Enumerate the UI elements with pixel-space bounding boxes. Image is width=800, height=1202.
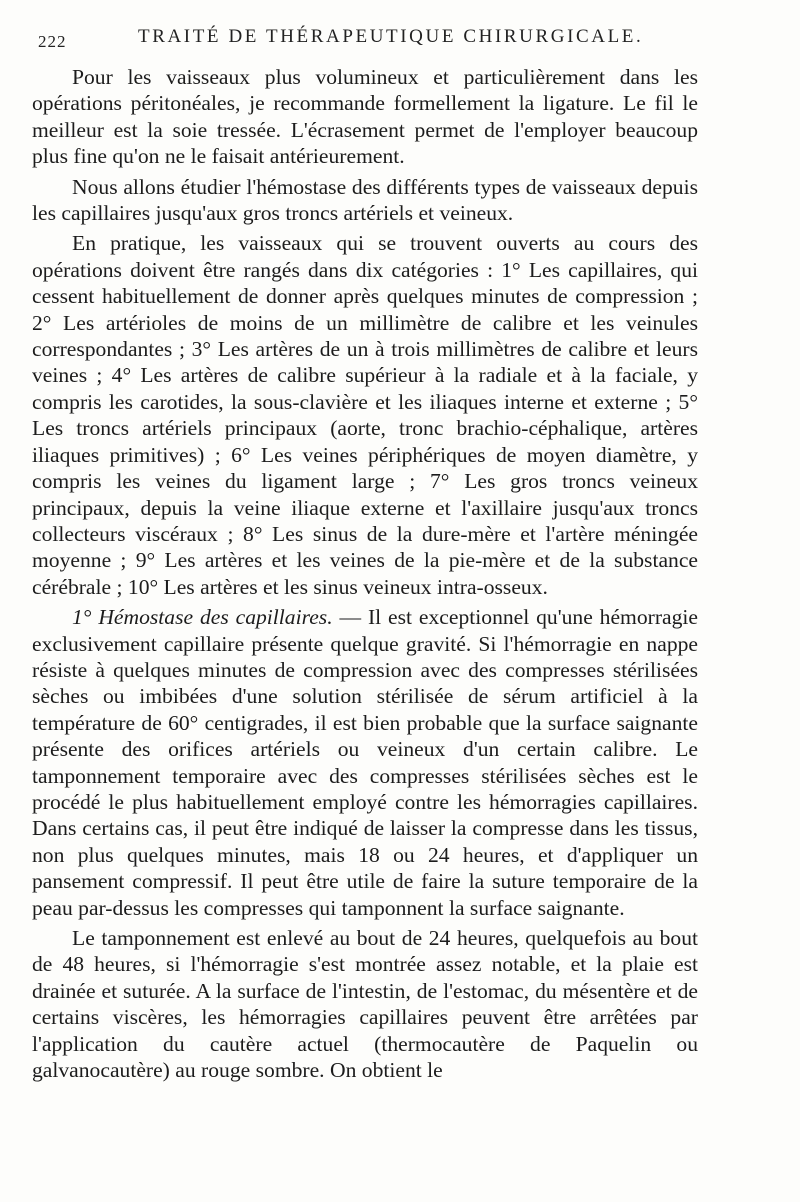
paragraph-capillaries: [32, 604, 698, 921]
running-title: TRAITÉ DE THÉRAPEUTIQUE CHIRURGICALE.: [138, 26, 644, 47]
paragraph-categories: En pratique, les vaisseaux qui se trouvent ouverts au cours des opérations doivent être rangés dans dix catégories : 1° Les capillaires, qui cessent habituellement de donner après quelques minutes de compression ; 2° Les artérioles de moins de un millimètre de calibre et les veinules correspondantes ; 3° Les artères de un à trois millimètres de calibre et leurs veines ; 4° Les artères de calibre supérieur à la radiale et à la faciale, y compris les carotides, la sous-clavière et les iliaques interne et externe ; 5° Les troncs artériels principaux (aorte, tronc brachio-céphalique, artères iliaques primitives) ; 6° Les veines périphériques de moyen diamètre, y compris les veines du ligament large ; 7° Les gros troncs veineux principaux, depuis la veine iliaque externe et l'axillaire jusqu'aux troncs collecteurs viscéraux ; 8° Les sinus de la dure-mère et l'artère méningée moyenne ; 9° Les artères et les veines de la pie-mère et de la substance cérébrale ; 10° Les artères et les sinus veineux intra-osseux.: [32, 231, 698, 599]
page-header: [38, 26, 760, 56]
paragraph-study-intro: Nous allons étudier l'hémostase des différents types de vaisseaux depuis les capillaires jusqu'aux gros troncs artériels et veineux.: [32, 174, 698, 226]
page-number: 222: [38, 32, 67, 51]
paragraph-tamponnement: Le tamponnement est enlevé au bout de 24 heures, quelquefois au bout de 48 heures, si l'hémorragie s'est montrée assez notable, et la plaie est drainée et suturée. A la surface de l'intestin, de l'estomac, du mésentère et de certains viscères, les hémorragies capillaires peuvent être arrêtées par l'application du cautère actuel (thermocautère de Paquelin ou galvanocautère) au rouge sombre. On obtient le: [32, 926, 698, 1083]
section-heading-capillaries: 1° Hémostase des capillaires.: [72, 605, 333, 630]
paragraph-ligature: Pour les vaisseaux plus volumineux et particulièrement dans les opérations péritonéales, je recommande formellement la ligature. Le fil le meilleur est la soie tressée. L'écrasement permet de l'employer beaucoup plus fine qu'on ne le faisait antérieurement.: [32, 65, 698, 169]
paragraph-capillaries-text: — Il est exceptionnel qu'une hémorragie exclusivement capillaire présente quelque gravité. Si l'hémorragie en nappe résiste à quelques minutes de compression avec des compresses stérilisées sèches ou imbibées d'une solution stérilisée de sérum artificiel à la température de 60° centigrades, il est bien probable que la surface saignante présente des orifices artériels ou veineux d'un certain calibre. Le tamponnement temporaire avec des compresses stérilisées sèches est le procédé le plus habituellement employé contre les hémorragies capillaires. Dans certains cas, il peut être indiqué de laisser la compresse dans les tissus, non plus quelques minutes, mais 18 ou 24 heures, et d'appliquer un pansement compressif. Il peut être utile de faire la suture temporaire de la peau par-dessus les compresses qui tamponnent la surface saignante.: [32, 605, 699, 920]
body-text: [32, 64, 698, 1083]
